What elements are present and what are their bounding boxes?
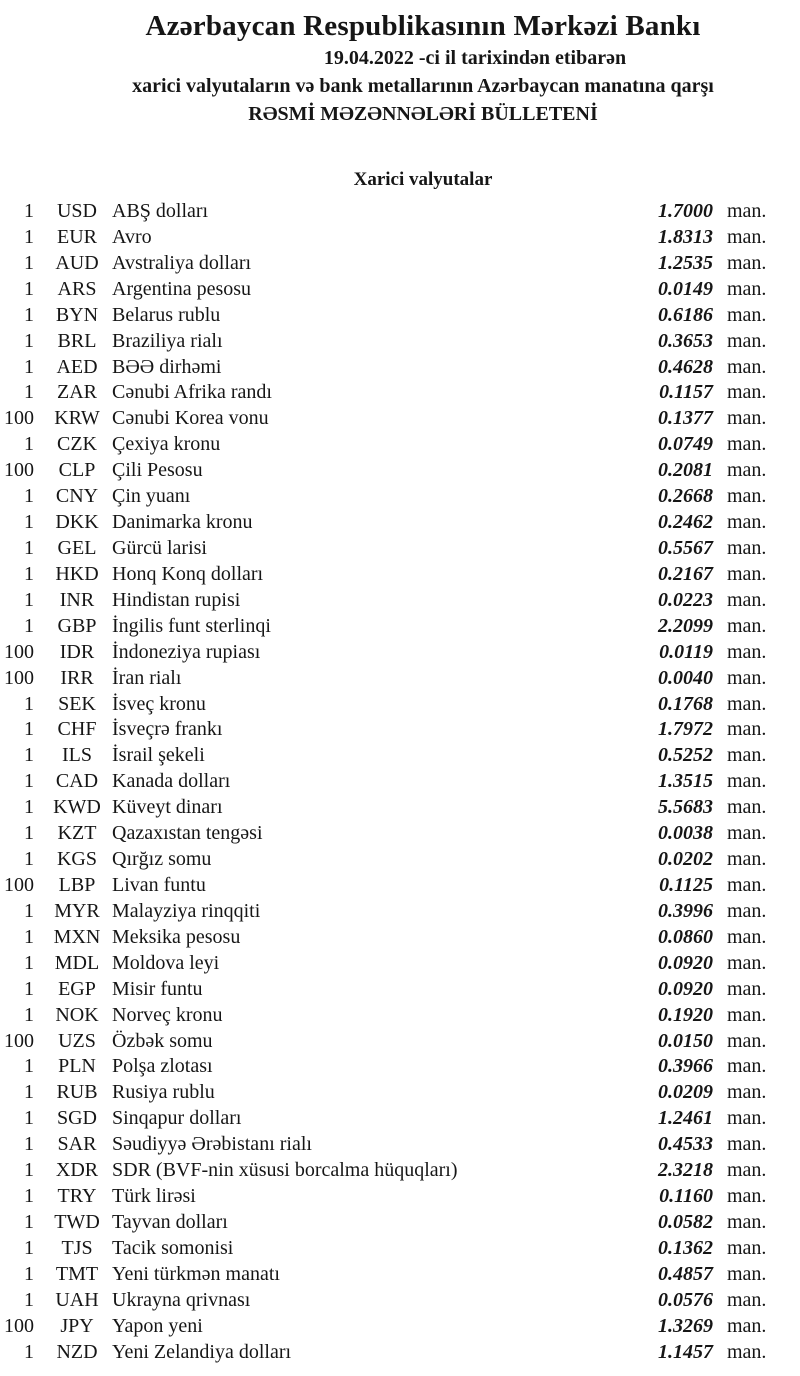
rate-cell: 0.1157 <box>659 381 713 404</box>
currency-row <box>0 925 800 951</box>
currency-row <box>0 1262 800 1288</box>
currency-name-cell: Misir funtu <box>112 977 203 1000</box>
unit-cell: man. <box>727 355 767 378</box>
currency-code-cell: MXN <box>53 925 101 948</box>
rate-cell: 5.5683 <box>658 796 713 819</box>
quantity-cell: 1 <box>24 277 34 300</box>
rate-cell: 0.5567 <box>658 536 713 559</box>
currency-row <box>0 1054 800 1080</box>
rate-cell: 0.0149 <box>658 277 713 300</box>
unit-cell: man. <box>727 225 767 248</box>
currency-code-cell: XDR <box>55 1159 99 1182</box>
quantity-cell: 1 <box>24 562 34 585</box>
quantity-cell: 1 <box>24 536 34 559</box>
currency-code-cell: GEL <box>57 536 97 559</box>
currency-code-cell: ILS <box>62 744 92 767</box>
quantity-cell: 1 <box>24 848 34 871</box>
unit-cell: man. <box>727 822 767 845</box>
quantity-cell: 1 <box>24 718 34 741</box>
currency-name-cell: Norveç kronu <box>112 1003 223 1026</box>
unit-cell: man. <box>727 562 767 585</box>
unit-cell: man. <box>727 485 767 508</box>
currency-name-cell: Malayziya rinqqiti <box>112 899 261 922</box>
rate-cell: 0.0202 <box>658 848 713 871</box>
rate-cell: 0.1160 <box>659 1185 713 1208</box>
currency-name-cell: Küveyt dinarı <box>112 796 223 819</box>
quantity-cell: 1 <box>24 485 34 508</box>
unit-cell: man. <box>727 666 767 689</box>
quantity-cell: 1 <box>24 1210 34 1233</box>
rate-cell: 0.0920 <box>658 951 713 974</box>
unit-cell: man. <box>727 1055 767 1078</box>
quantity-cell: 1 <box>24 796 34 819</box>
currency-code-cell: KZT <box>57 822 97 845</box>
currency-row <box>0 1184 800 1210</box>
unit-cell: man. <box>727 1262 767 1285</box>
currency-name-cell: İsveç kronu <box>112 692 206 715</box>
currency-code-cell: INR <box>59 588 95 611</box>
quantity-cell: 1 <box>24 744 34 767</box>
currency-code-cell: BRL <box>57 329 97 352</box>
unit-cell: man. <box>727 770 767 793</box>
currency-row <box>0 251 800 277</box>
currency-name-cell: Tacik somonisi <box>112 1236 234 1259</box>
currency-row <box>0 666 800 692</box>
quantity-cell: 1 <box>24 1288 34 1311</box>
currency-code-cell: TMT <box>55 1262 99 1285</box>
currency-code-cell: CAD <box>55 770 99 793</box>
currency-row <box>0 1314 800 1340</box>
effective-date-line: 19.04.2022 -ci il tarixindən etibarən <box>323 47 627 69</box>
currency-name-cell: SDR (BVF-nin xüsusi borcalma hüquqları) <box>112 1159 458 1182</box>
currency-name-cell: İndoneziya rupiası <box>112 640 261 663</box>
quantity-cell: 1 <box>24 329 34 352</box>
quantity-cell: 1 <box>24 1133 34 1156</box>
unit-cell: man. <box>727 1029 767 1052</box>
currency-name-cell: Yapon yeni <box>112 1314 203 1337</box>
currency-row <box>0 899 800 925</box>
currency-row <box>0 1029 800 1055</box>
currency-row <box>0 1106 800 1132</box>
rate-cell: 0.3996 <box>658 899 713 922</box>
quantity-cell: 1 <box>24 1107 34 1130</box>
currency-code-cell: TWD <box>54 1210 100 1233</box>
quantity-cell: 1 <box>24 1236 34 1259</box>
unit-cell: man. <box>727 614 767 637</box>
currency-name-cell: Yeni Zelandiya dolları <box>112 1340 292 1363</box>
currency-name-cell: Kanada dolları <box>112 770 231 793</box>
rate-cell: 0.0119 <box>659 640 713 663</box>
currency-name-cell: Çin yuanı <box>112 485 191 508</box>
rate-cell: 0.4857 <box>658 1262 713 1285</box>
quantity-cell: 1 <box>24 614 34 637</box>
currency-row <box>0 847 800 873</box>
currency-name-cell: Səudiyyə Ərəbistanı rialı <box>112 1133 312 1156</box>
currency-code-cell: TJS <box>61 1236 93 1259</box>
unit-cell: man. <box>727 977 767 1000</box>
quantity-cell: 1 <box>24 1185 34 1208</box>
unit-cell: man. <box>727 200 767 222</box>
currency-row <box>0 614 800 640</box>
quantity-cell: 100 <box>4 666 34 689</box>
currency-row <box>0 977 800 1003</box>
currency-name-cell: Avstraliya dolları <box>112 251 252 274</box>
unit-cell: man. <box>727 251 767 274</box>
quantity-cell: 1 <box>24 303 34 326</box>
quantity-cell: 100 <box>4 459 34 482</box>
currency-code-cell: MYR <box>54 899 100 922</box>
quantity-cell: 1 <box>24 1055 34 1078</box>
currency-row <box>0 510 800 536</box>
currency-code-cell: KGS <box>56 848 97 871</box>
quantity-cell: 1 <box>24 381 34 404</box>
currency-name-cell: Cənubi Korea vonu <box>112 407 269 430</box>
rate-cell: 0.1362 <box>658 1236 713 1259</box>
currency-row <box>0 1158 800 1184</box>
currency-code-cell: UZS <box>58 1029 96 1052</box>
rate-cell: 0.1377 <box>658 407 713 430</box>
quantity-cell: 1 <box>24 977 34 1000</box>
currency-code-cell: NZD <box>56 1340 98 1363</box>
currency-code-cell: GBP <box>57 614 97 637</box>
unit-cell: man. <box>727 1185 767 1208</box>
unit-cell: man. <box>727 951 767 974</box>
currency-code-cell: MDL <box>54 951 100 974</box>
rate-cell: 0.0576 <box>658 1288 713 1311</box>
rate-cell: 0.1920 <box>658 1003 713 1026</box>
currency-name-cell: Qırğız somu <box>112 848 212 871</box>
rate-cell: 0.3966 <box>658 1055 713 1078</box>
currency-row <box>0 795 800 821</box>
unit-cell: man. <box>727 433 767 456</box>
quantity-cell: 1 <box>24 1003 34 1026</box>
unit-cell: man. <box>727 848 767 871</box>
quantity-cell: 1 <box>24 1081 34 1104</box>
quantity-cell: 100 <box>4 407 34 430</box>
currency-code-cell: PLN <box>58 1055 96 1078</box>
currency-code-cell: EGP <box>58 977 96 1000</box>
rate-cell: 0.0920 <box>658 977 713 1000</box>
unit-cell: man. <box>727 536 767 559</box>
quantity-cell: 100 <box>4 1029 34 1052</box>
currency-code-cell: NOK <box>55 1003 99 1026</box>
unit-cell: man. <box>727 511 767 534</box>
rate-cell: 2.3218 <box>658 1159 713 1182</box>
currency-name-cell: Hindistan rupisi <box>112 588 241 611</box>
currency-name-cell: Honq Konq dolları <box>112 562 264 585</box>
unit-cell: man. <box>727 381 767 404</box>
rate-cell: 0.4628 <box>658 355 713 378</box>
quantity-cell: 1 <box>24 1262 34 1285</box>
rate-cell: 0.0223 <box>658 588 713 611</box>
currency-row <box>0 329 800 355</box>
unit-cell: man. <box>727 744 767 767</box>
currency-code-cell: BYN <box>55 303 99 326</box>
unit-cell: man. <box>727 588 767 611</box>
currency-code-cell: TRY <box>57 1185 97 1208</box>
currency-row <box>0 951 800 977</box>
currency-row <box>0 484 800 510</box>
currency-code-cell: CZK <box>57 433 97 456</box>
unit-cell: man. <box>727 407 767 430</box>
currency-row <box>0 1236 800 1262</box>
rate-cell: 1.7972 <box>658 718 713 741</box>
currency-row <box>0 355 800 381</box>
currency-name-cell: Danimarka kronu <box>112 511 253 534</box>
rate-cell: 0.0040 <box>658 666 713 689</box>
unit-cell: man. <box>727 1340 767 1363</box>
rate-cell: 0.5252 <box>658 744 713 767</box>
currency-code-cell: LBP <box>58 873 96 896</box>
currency-code-cell: CHF <box>57 718 97 741</box>
quantity-cell: 1 <box>24 770 34 793</box>
quantity-cell: 1 <box>24 588 34 611</box>
currency-code-cell: JPY <box>60 1314 94 1337</box>
rate-cell: 0.4533 <box>658 1133 713 1156</box>
quantity-cell: 1 <box>24 692 34 715</box>
currency-code-cell: HKD <box>55 562 99 585</box>
currency-row <box>0 536 800 562</box>
currency-code-cell: KWD <box>53 796 101 819</box>
currency-row <box>0 1003 800 1029</box>
currency-row <box>0 1132 800 1158</box>
currency-name-cell: İngilis funt sterlinqi <box>112 614 271 637</box>
quantity-cell: 1 <box>24 951 34 974</box>
currency-name-cell: Özbək somu <box>112 1029 213 1052</box>
bank-title: Azərbaycan Respublikasının Mərkəzi Bankı <box>145 10 701 42</box>
rate-cell: 0.6186 <box>658 303 713 326</box>
rate-cell: 0.0582 <box>658 1210 713 1233</box>
rate-cell: 0.2081 <box>658 459 713 482</box>
currency-name-cell: Moldova leyi <box>112 951 220 974</box>
rate-cell: 1.3269 <box>658 1314 713 1337</box>
rate-cell: 0.0209 <box>658 1081 713 1104</box>
currency-row <box>0 743 800 769</box>
unit-cell: man. <box>727 1314 767 1337</box>
currency-code-cell: AUD <box>55 251 99 274</box>
rate-cell: 0.2668 <box>658 485 713 508</box>
currency-row <box>0 380 800 406</box>
currency-name-cell: Türk lirəsi <box>112 1185 196 1208</box>
currency-name-cell: İran rialı <box>112 666 182 689</box>
quantity-cell: 1 <box>24 925 34 948</box>
currency-name-cell: Ukrayna qrivnası <box>112 1288 251 1311</box>
quantity-cell: 1 <box>24 1340 34 1363</box>
rate-cell: 0.0860 <box>658 925 713 948</box>
currency-name-cell: Qazaxıstan tengəsi <box>112 822 263 845</box>
unit-cell: man. <box>727 1003 767 1026</box>
currency-code-cell: USD <box>56 200 97 222</box>
section-title-foreign-currencies: Xarici valyutalar <box>353 169 493 190</box>
currency-code-cell: CNY <box>55 485 99 508</box>
rate-cell: 0.1125 <box>659 873 713 896</box>
currency-code-cell: SAR <box>57 1133 97 1156</box>
unit-cell: man. <box>727 899 767 922</box>
currency-row <box>0 458 800 484</box>
quantity-cell: 1 <box>24 822 34 845</box>
unit-cell: man. <box>727 796 767 819</box>
currency-name-cell: ABŞ dolları <box>112 200 209 222</box>
currency-code-cell: SGD <box>56 1107 97 1130</box>
currency-code-cell: IRR <box>60 666 94 689</box>
rate-cell: 0.0150 <box>658 1029 713 1052</box>
quantity-cell: 1 <box>24 1159 34 1182</box>
currency-name-cell: Rusiya rublu <box>112 1081 215 1104</box>
quantity-cell: 1 <box>24 355 34 378</box>
quantity-cell: 1 <box>24 225 34 248</box>
unit-cell: man. <box>727 1133 767 1156</box>
bulletin-title: RƏSMİ MƏZƏNNƏLƏRİ BÜLLETENİ <box>248 103 598 125</box>
currency-row <box>0 1080 800 1106</box>
unit-cell: man. <box>727 459 767 482</box>
currency-code-cell: AED <box>56 355 98 378</box>
quantity-cell: 100 <box>4 1314 34 1337</box>
currency-code-cell: UAH <box>55 1288 99 1311</box>
currency-row <box>0 873 800 899</box>
quantity-cell: 100 <box>4 640 34 663</box>
currency-name-cell: Livan funtu <box>112 873 206 896</box>
rate-cell: 0.0038 <box>658 822 713 845</box>
currency-row <box>0 199 800 225</box>
rate-cell: 2.2099 <box>658 614 713 637</box>
rate-cell: 1.8313 <box>658 225 713 248</box>
currency-row <box>0 640 800 666</box>
unit-cell: man. <box>727 873 767 896</box>
quantity-cell: 1 <box>24 511 34 534</box>
currency-name-cell: Braziliya rialı <box>112 329 223 352</box>
currency-name-cell: İsveçrə frankı <box>112 718 223 741</box>
currency-row <box>0 692 800 718</box>
currency-row <box>0 717 800 743</box>
unit-cell: man. <box>727 692 767 715</box>
currency-name-cell: Belarus rublu <box>112 303 221 326</box>
currency-row <box>0 432 800 458</box>
quantity-cell: 1 <box>24 899 34 922</box>
currency-name-cell: Gürcü larisi <box>112 536 207 559</box>
quantity-cell: 1 <box>24 251 34 274</box>
currency-row <box>0 1210 800 1236</box>
currency-name-cell: Yeni türkmən manatı <box>112 1262 280 1285</box>
currency-name-cell: Sinqapur dolları <box>112 1107 242 1130</box>
unit-cell: man. <box>727 1159 767 1182</box>
quantity-cell: 100 <box>4 873 34 896</box>
currency-table <box>0 199 800 1365</box>
rate-cell: 0.3653 <box>658 329 713 352</box>
currency-name-cell: Cənubi Afrika randı <box>112 381 272 404</box>
currency-row <box>0 1340 800 1366</box>
currency-name-cell: BƏƏ dirhəmi <box>112 355 222 378</box>
unit-cell: man. <box>727 925 767 948</box>
currency-code-cell: SEK <box>58 692 96 715</box>
rate-cell: 1.1457 <box>658 1340 713 1363</box>
subtitle-line: xarici valyutaların və bank metallarının Azərbaycan manatına qarşı <box>132 75 714 97</box>
quantity-cell: 1 <box>24 433 34 456</box>
unit-cell: man. <box>727 718 767 741</box>
unit-cell: man. <box>727 1081 767 1104</box>
currency-code-cell: ARS <box>57 277 97 300</box>
currency-row <box>0 303 800 329</box>
currency-code-cell: ZAR <box>57 381 97 404</box>
currency-name-cell: İsrail şekeli <box>112 744 205 767</box>
rate-cell: 1.7000 <box>658 200 713 222</box>
currency-name-cell: Meksika pesosu <box>112 925 241 948</box>
currency-row <box>0 588 800 614</box>
unit-cell: man. <box>727 1288 767 1311</box>
unit-cell: man. <box>727 1236 767 1259</box>
currency-row <box>0 406 800 432</box>
currency-code-cell: RUB <box>56 1081 98 1104</box>
unit-cell: man. <box>727 640 767 663</box>
currency-name-cell: Çili Pesosu <box>112 459 203 482</box>
unit-cell: man. <box>727 277 767 300</box>
currency-row <box>0 821 800 847</box>
bulletin-header <box>0 0 800 128</box>
rate-cell: 0.0749 <box>658 433 713 456</box>
quantity-cell: 1 <box>24 200 34 222</box>
currency-code-cell: EUR <box>57 225 97 248</box>
rate-cell: 1.2535 <box>658 251 713 274</box>
unit-cell: man. <box>727 1210 767 1233</box>
rate-cell: 0.2462 <box>658 511 713 534</box>
rate-cell: 0.2167 <box>658 562 713 585</box>
currency-row <box>0 769 800 795</box>
currency-name-cell: Tayvan dolları <box>112 1210 228 1233</box>
currency-name-cell: Argentina pesosu <box>112 277 252 300</box>
unit-cell: man. <box>727 1107 767 1130</box>
currency-code-cell: KRW <box>54 407 100 430</box>
currency-name-cell: Çexiya kronu <box>112 433 221 456</box>
currency-row <box>0 225 800 251</box>
currency-name-cell: Avro <box>112 225 152 248</box>
currency-row <box>0 277 800 303</box>
rate-cell: 1.3515 <box>658 770 713 793</box>
currency-row <box>0 562 800 588</box>
currency-code-cell: DKK <box>55 511 99 534</box>
unit-cell: man. <box>727 303 767 326</box>
currency-row <box>0 1288 800 1314</box>
rate-cell: 1.2461 <box>658 1107 713 1130</box>
currency-code-cell: IDR <box>59 640 95 663</box>
rate-cell: 0.1768 <box>658 692 713 715</box>
currency-name-cell: Polşa zlotası <box>112 1055 213 1078</box>
unit-cell: man. <box>727 329 767 352</box>
currency-code-cell: CLP <box>58 459 96 482</box>
